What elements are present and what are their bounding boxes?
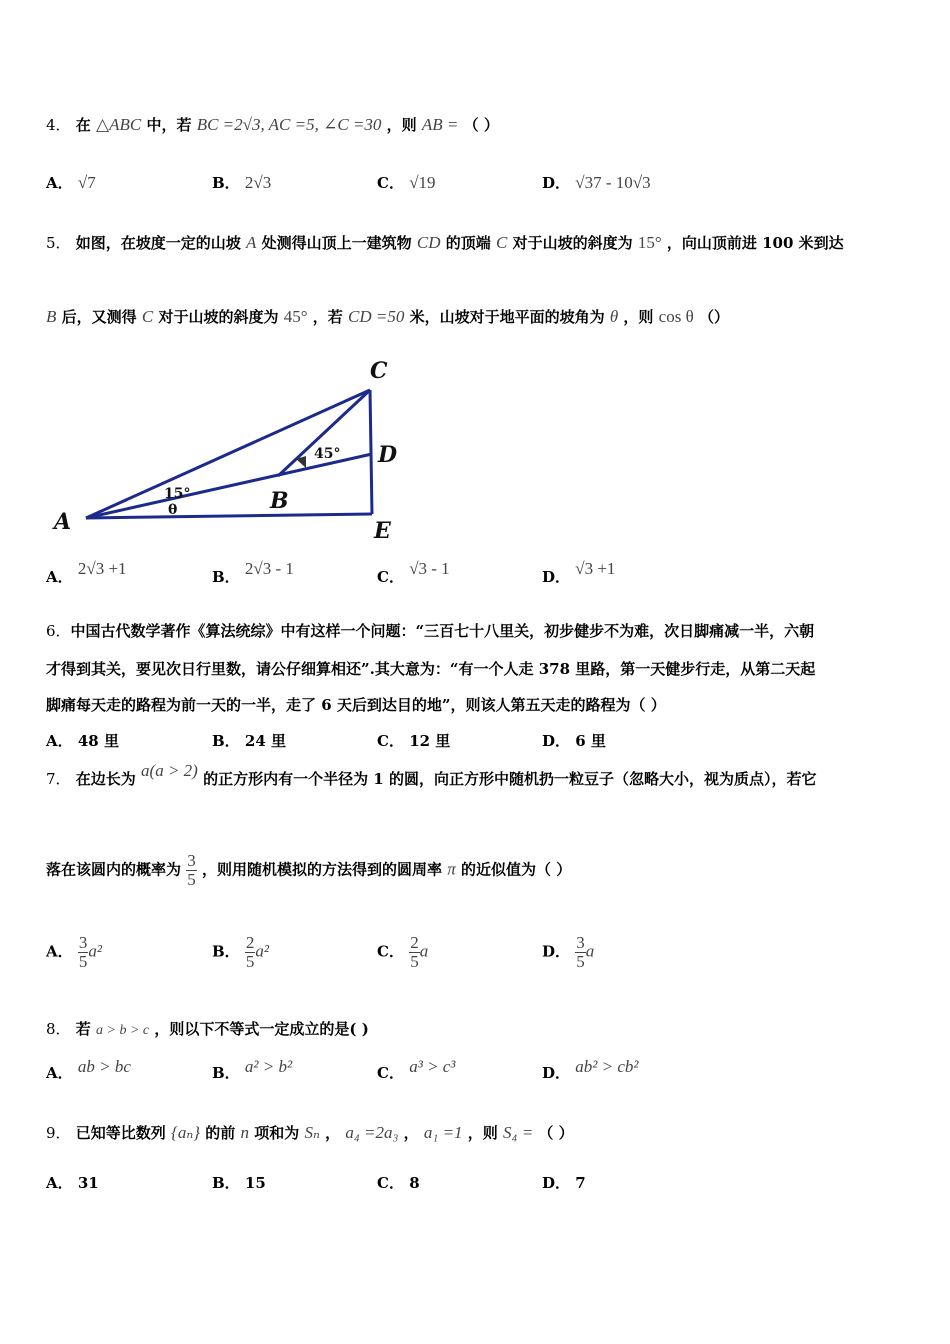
q5-option-d[interactable]: D． √3 +1 xyxy=(542,559,616,586)
q7-option-b[interactable]: B． $\frac{2}{5}$ a² xyxy=(212,933,270,971)
q4-stem: 4． 在 △ABC 中，若 BC =2√3, AC =5, ∠C =30 ，则 AB = （ ） xyxy=(46,115,499,134)
q7-stem-line2: 落在该圆内的概率为 $\frac{3}{5}$ ，则用随机模拟的方法得到的圆周率 π 的近似值为（ ） xyxy=(46,851,572,889)
q6-stem-line1: 6．中国古代数学著作《算法统综》中有这样一个问题：“三百七十八里关，初步健步不为难，次日脚痛减一半，六朝 xyxy=(46,622,815,640)
q6-stem-line3: 脚痛每天走的路程为前一天的一半，走了 6 天后到达目的地”，则该人第五天走的路程为（ ） xyxy=(46,696,666,714)
angle-45-label: 45° xyxy=(314,446,341,462)
slope-figure xyxy=(48,356,408,548)
label-e: E xyxy=(374,518,391,544)
line-ad xyxy=(86,454,372,518)
label-c: C xyxy=(370,358,388,384)
q5-option-c[interactable]: C． √3 - 1 xyxy=(377,559,450,586)
q9-option-d[interactable]: D． 7 xyxy=(542,1174,586,1192)
q4-option-a[interactable]: A． √7 xyxy=(46,173,96,192)
q6-option-b[interactable]: B． 24 里 xyxy=(212,732,287,750)
q6-stem-line2: 才得到其关，要见次日行里数，请公仔细算相还”.其大意为：“有一个人走 378 里路，第一天健步行走，从第二天起 xyxy=(46,660,816,678)
label-b: B xyxy=(270,488,289,514)
q5-stem-line2: B 后，又测得 C 对于山坡的斜度为 45° ，若 CD =50 米，山坡对于地平面的坡角为 θ ，则 cos θ （） xyxy=(46,307,729,326)
q7-fraction: $\frac{3}{5}$ xyxy=(187,851,196,889)
q7-stem-line1: 7． 在边长为 a(a > 2) 的正方形内有一个半径为 1 的圆，向正方形中随机扔一粒豆子（忽略大小，视为质点），若它 xyxy=(46,761,817,788)
q9-option-a[interactable]: A． 31 xyxy=(46,1174,99,1192)
q7-option-a[interactable]: A． $\frac{3}{5}$ a² xyxy=(46,933,102,971)
q4-number: 4． xyxy=(46,116,71,134)
q9-stem: 9． 已知等比数列 {aₙ} 的前 n 项和为 Sₙ ， a₄ =2a₃ ， a₁ =1 ，则 S₄ = （ ） xyxy=(46,1123,574,1142)
q8-option-b[interactable]: B． a² > b² xyxy=(212,1057,293,1082)
q4-option-c[interactable]: C． √19 xyxy=(377,173,436,192)
angle-15-label: 15° xyxy=(164,486,191,502)
q5-option-b[interactable]: B． 2√3 - 1 xyxy=(212,559,294,586)
q4-math-ask: AB = xyxy=(421,115,459,134)
q8-stem: 8． 若 a > b > c ，则以下不等式一定成立的是( ) xyxy=(46,1020,369,1038)
q5-stem-line1: 5． 如图，在坡度一定的山坡 A 处测得山顶上一建筑物 CD 的顶端 C 对于山坡的斜度为 15° ，向山顶前进 100 米到达 xyxy=(46,233,844,252)
line-ce xyxy=(370,390,372,514)
q4-option-d[interactable]: D． √37 - 10√3 xyxy=(542,173,651,192)
q8-option-c[interactable]: C． a³ > c³ xyxy=(377,1057,456,1082)
line-ae xyxy=(86,514,372,518)
q8-option-d[interactable]: D． ab² > cb² xyxy=(542,1057,639,1082)
label-a: A xyxy=(54,509,72,535)
q5-number: 5． xyxy=(46,234,71,252)
q8-option-a[interactable]: A． ab > bc xyxy=(46,1057,131,1082)
q6-option-a[interactable]: A． 48 里 xyxy=(46,732,119,750)
q7-option-c[interactable]: C． $\frac{2}{5}$ a xyxy=(377,933,429,971)
q9-option-b[interactable]: B． 15 xyxy=(212,1174,266,1192)
angle-theta-label: θ xyxy=(168,502,178,518)
q6-option-d[interactable]: D． 6 里 xyxy=(542,732,606,750)
q4-math-given: BC =2√3, AC =5, ∠C =30 xyxy=(196,115,382,134)
q4-math-triangle: △ABC xyxy=(96,115,142,134)
q9-option-c[interactable]: C． 8 xyxy=(377,1174,420,1192)
q5-option-a[interactable]: A． 2√3 +1 xyxy=(46,559,127,586)
line-bc xyxy=(278,390,370,476)
q4-option-b[interactable]: B． 2√3 xyxy=(212,173,272,192)
label-d: D xyxy=(378,442,398,468)
q7-option-d[interactable]: D． $\frac{3}{5}$ a xyxy=(542,933,595,971)
q6-option-c[interactable]: C． 12 里 xyxy=(377,732,451,750)
